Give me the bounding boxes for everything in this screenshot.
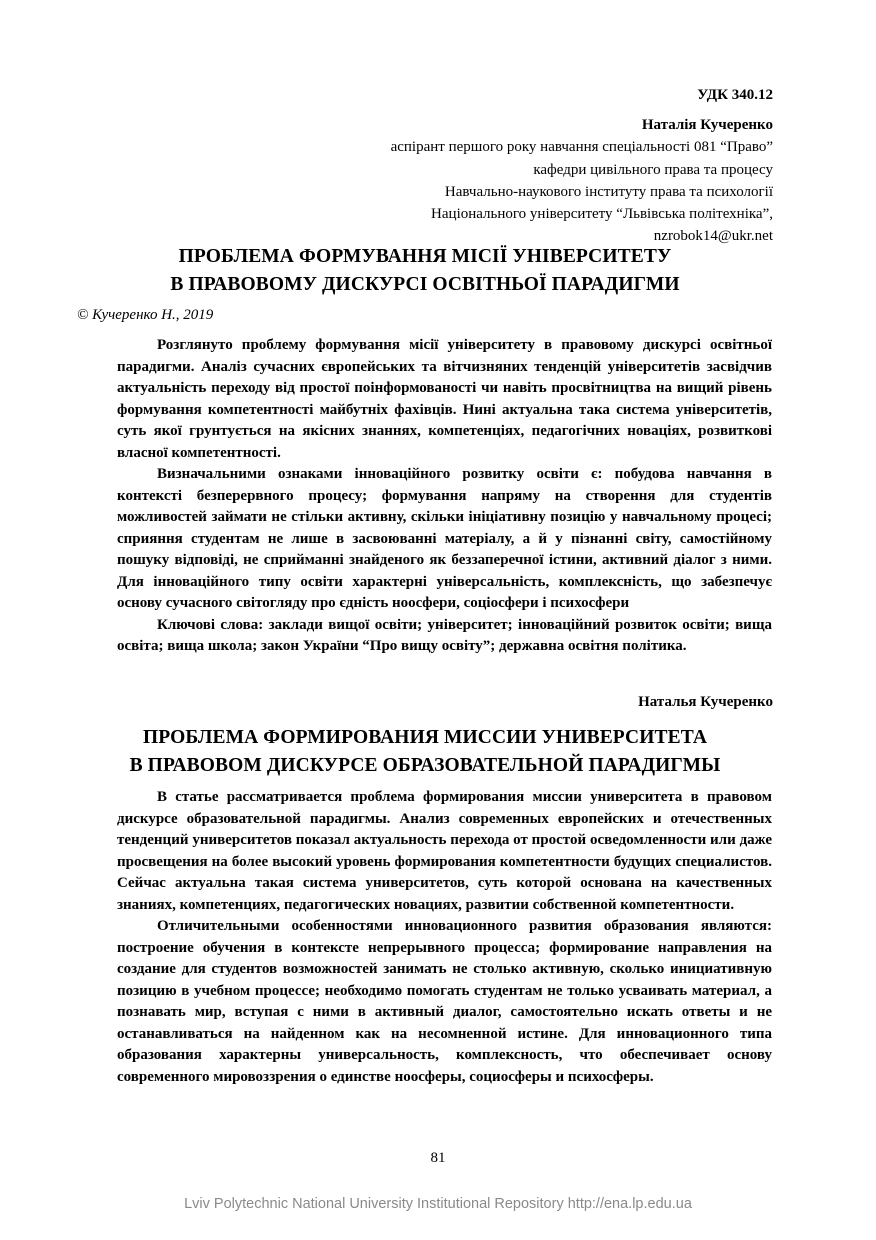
author-name: Наталія Кучеренко — [641, 117, 773, 134]
title-russian — [80, 724, 770, 779]
repository-footer: Lviv Polytechnic National University Institutional Repository http://ena.lp.edu.ua — [184, 1196, 692, 1212]
abstract-paragraph: Отличительными особенностями инновационного развития образования являются: построение обучения в контексте непрерывного процесса; формирование направления на создание для студентов возможностей занимать не столько активную, сколько инициативную позицию в учебном процессе; необходимо помогать студентам не только усваивать материал, а познавать мир, вступая с ними в активный диалог, самостоятельно искать ответы и не останавливаться на найденном как на несомненной истине. Для инновационного типа образования характерны универсальность, комплексность, что обеспечивает основу современного мировоззрения о единстве ноосферы, социосферы и психосферы. — [117, 918, 772, 1085]
title-ukrainian — [80, 243, 770, 298]
keywords-paragraph: Ключові слова: заклади вищої освіти; університет; інноваційний розвиток освіти; вища освіта; вища школа; закон України “Про вищу освіту”; державна освітня політика. — [117, 616, 772, 654]
author-info-block — [391, 84, 773, 247]
affiliation-line: кафедри цивільного права та процесу — [533, 161, 773, 178]
copyright-notice: © Кучеренко Н., 2019 — [77, 307, 214, 323]
affiliation-line: Національного університету “Львівська політехніка”, — [431, 206, 773, 223]
title-line: ПРОБЛЕМА ФОРМИРОВАНИЯ МИССИИ УНИВЕРСИТЕТА — [142, 727, 708, 748]
title-line: В ПРАВОВОМ ДИСКУРСЕ ОБРАЗОВАТЕЛЬНОЙ ПАРАДИГМЫ — [129, 754, 721, 776]
title-line: В ПРАВОВОМУ ДИСКУРСІ ОСВІТНЬОЇ ПАРАДИГМИ — [170, 273, 680, 295]
abstract-paragraph: Розглянуто проблему формування місії університету в правовому дискурсі освітньої парадигми. Аналіз сучасних європейських та вітчизняних тенденцій університетів засвідчив актуальність переходу від простої поінформованості чи навіть просвітництва на вищий рівень формування компетентності майбутніх фахівців. Нині актуальна така система університетів, суть якої грунтується на якісних знаннях, компетенціях, педагогічних новаціях, розвиткові власної компетентності. — [117, 337, 772, 461]
page-number: 81 — [430, 1150, 446, 1166]
affiliation-line: аспірант першого року навчання спеціальності 081 “Право” — [390, 139, 773, 156]
author-name-russian: Наталья Кучеренко — [638, 694, 773, 710]
abstract-russian — [117, 787, 772, 1088]
udk-code: УДК 340.12 — [697, 87, 773, 103]
abstract-paragraph: В статье рассматривается проблема формирования миссии университета в правовом дискурсе образовательной парадигмы. Анализ современных европейских и отечественных тенденций университетов показал актуальность перехода от простой осведомленности или даже просвещения на более высокий уровень формирования компетентности будущих специалистов. Сейчас актуальна такая система университетов, суть которой основана на качественных знаниях, компетенциях, педагогических новациях, развитии собственной компетентности. — [117, 789, 772, 913]
author-email: nzrobok14@ukr.net — [653, 228, 773, 245]
title-line: ПРОБЛЕМА ФОРМУВАННЯ МІСІЇ УНІВЕРСИТЕТУ — [178, 246, 672, 267]
affiliation-line: Навчально-наукового інституту права та психології — [444, 183, 773, 200]
abstract-paragraph: Визначальними ознаками інноваційного розвитку освіти є: побудова навчання в контексті безперервного процесу; формування напряму на створення для студентів можливостей займати не стільки активну, скільки ініціативну позицію у навчальному процесі; сприяння студентам не лише в засвоюванні матеріалу, а й у пізнанні світу, самостійному пошуку відповіді, не сприйманні знайденого як беззаперечної істини, активний діалог з ними. Для інноваційного типу освіти характерні універсальність, комплексність, що забезпечує основу сучасного світогляду про єдність ноосфери, соціосфери і психосфери — [117, 466, 772, 611]
abstract-ukrainian — [117, 335, 772, 658]
